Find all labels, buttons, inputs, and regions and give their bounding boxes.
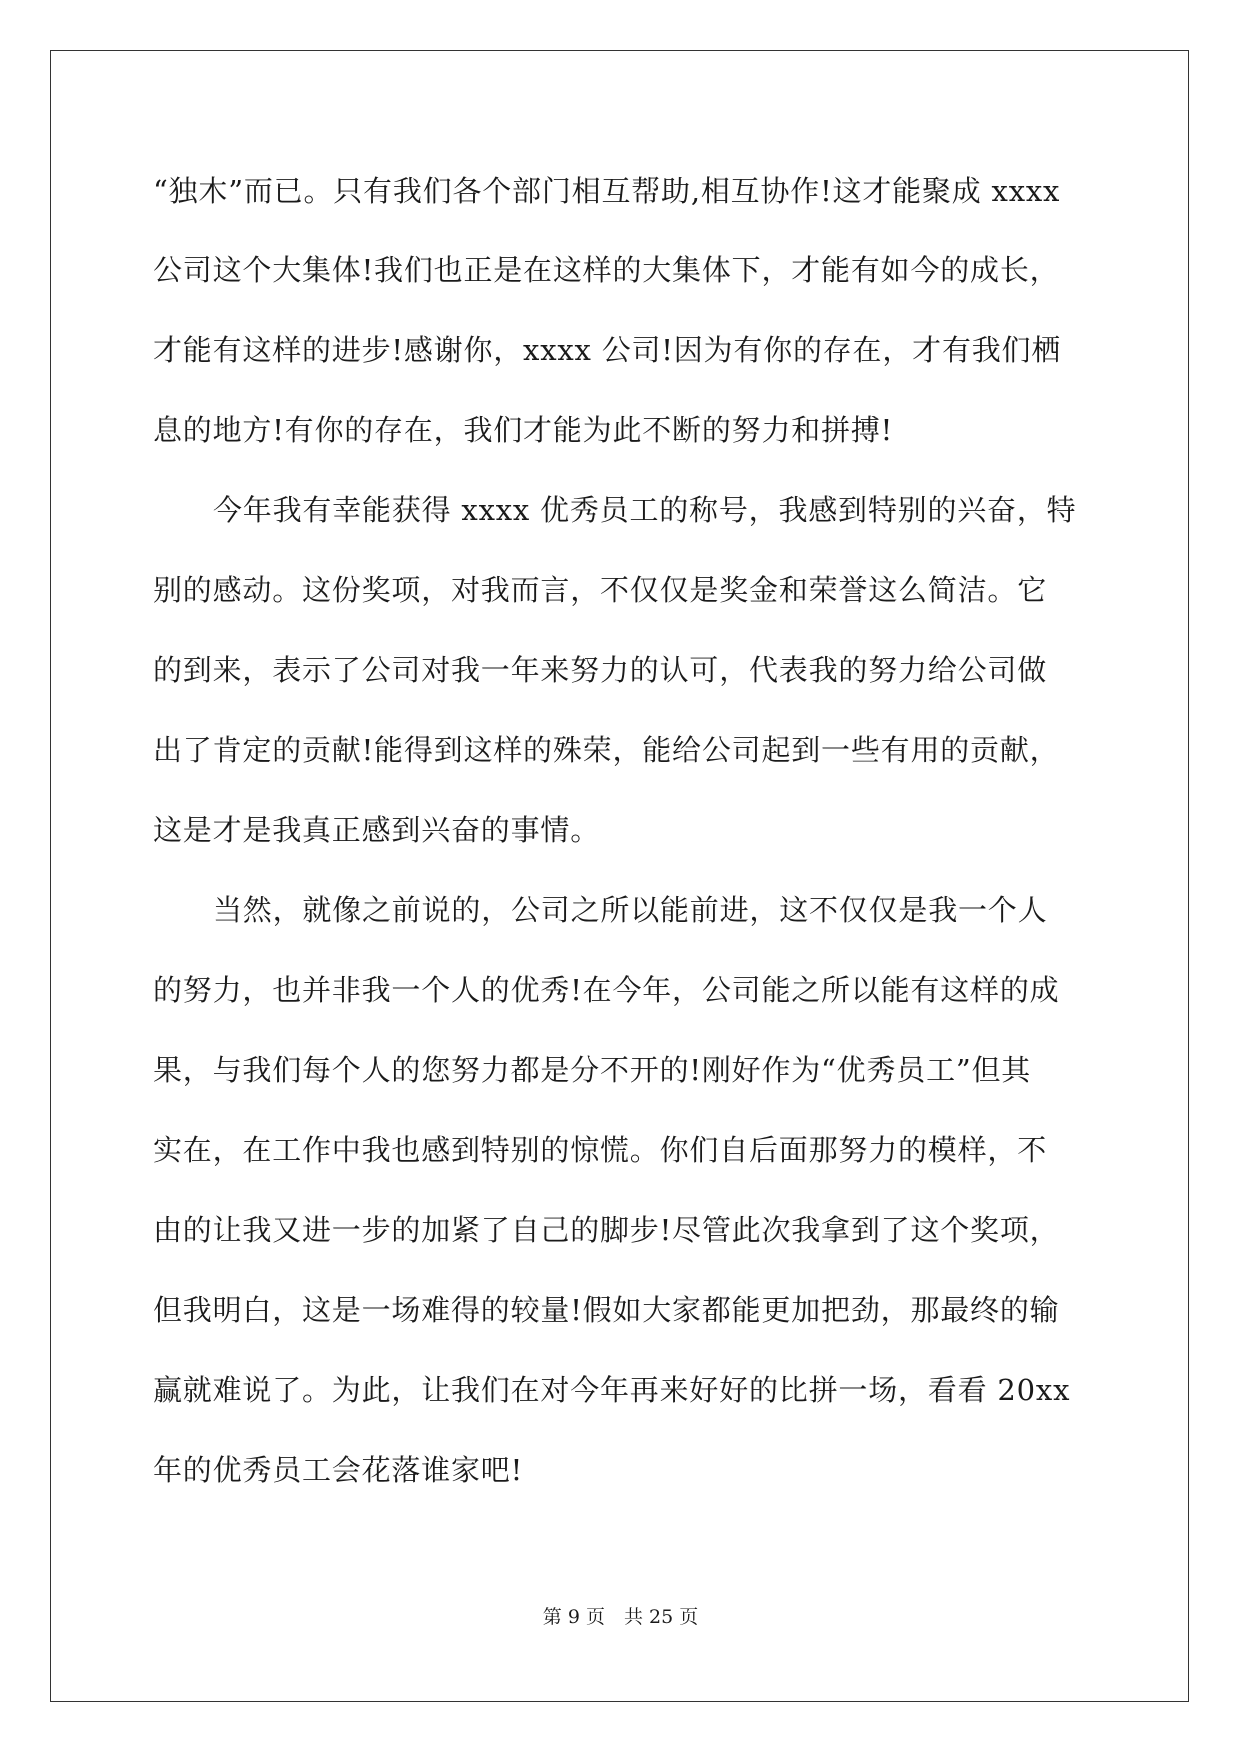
text-line: “独木”而已。只有我们各个部门相互帮助,相互协作!这才能聚成 xxxx [153,174,1061,208]
text-line: 的到来，表示了公司对我一年来努力的认可，代表我的努力给公司做 [153,653,1048,687]
text-line: 公司这个大集体!我们也正是在这样的大集体下，才能有如今的成长， [153,253,1060,287]
text-line: 由的让我又进一步的加紧了自己的脚步!尽管此次我拿到了这个奖项， [153,1213,1060,1247]
text-line: 年的优秀员工会花落谁家吧! [153,1453,524,1487]
text-line: 赢就难说了。为此，让我们在对今年再来好好的比拼一场，看看 20xx [153,1373,1071,1407]
text-line: 出了肯定的贡献!能得到这样的殊荣，能给公司起到一些有用的贡献， [153,733,1060,767]
text-line: 的努力，也并非我一个人的优秀!在今年，公司能之所以能有这样的成 [153,973,1060,1007]
paragraph-first-line: 今年我有幸能获得 xxxx 优秀员工的称号，我感到特别的兴奋，特 [213,493,1077,527]
page-number: 第 9 页 共 25 页 [542,1606,699,1628]
text-line: 才能有这样的进步!感谢你，xxxx 公司!因为有你的存在，才有我们栖 [153,333,1062,367]
text-line: 息的地方!有你的存在，我们才能为此不断的努力和拼搏! [153,413,894,447]
paragraph-first-line: 当然，就像之前说的，公司之所以能前进，这不仅仅是我一个人 [213,893,1048,927]
text-line: 但我明白，这是一场难得的较量!假如大家都能更加把劲，那最终的输 [153,1293,1060,1327]
text-line: 实在，在工作中我也感到特别的惊慌。你们自后面那努力的模样，不 [153,1133,1048,1167]
text-line: 别的感动。这份奖项，对我而言，不仅仅是奖金和荣誉这么简洁。它 [153,573,1048,607]
text-line: 果，与我们每个人的您努力都是分不开的!刚好作为“优秀员工”但其 [153,1053,1032,1087]
text-line: 这是才是我真正感到兴奋的事情。 [153,813,601,847]
